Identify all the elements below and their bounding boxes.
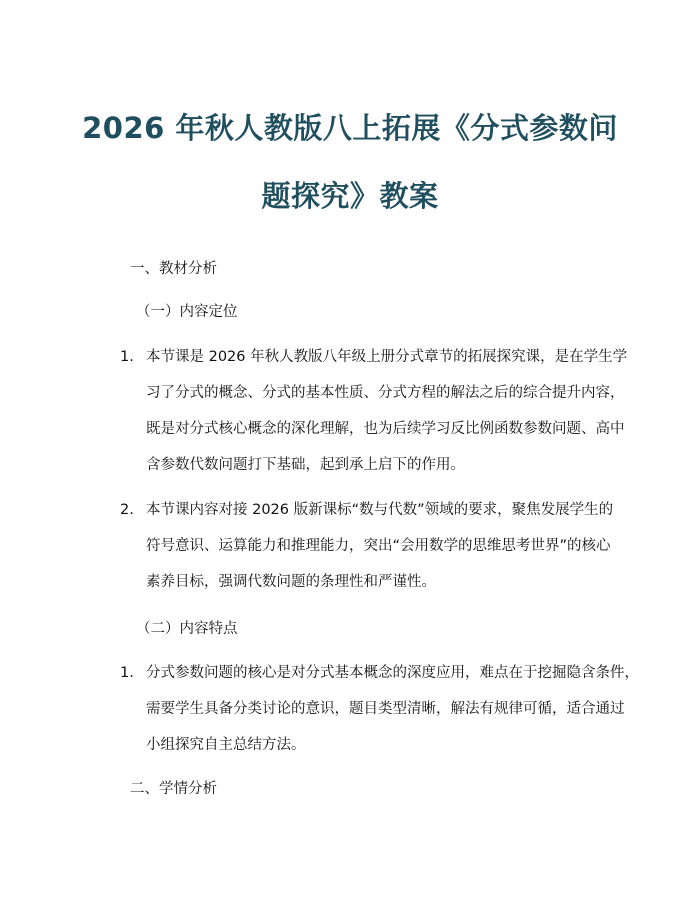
list-item-line: 素养目标，强调代数问题的条理性和严谨性。 [146, 574, 436, 590]
list-item-line: 本节课是 2026 年秋人教版八年级上册分式章节的拓展探究课，是在学生学 [146, 349, 628, 365]
list-item-number: 1. [120, 349, 134, 365]
list-item-number: 2. [120, 502, 134, 518]
section-heading-textbook-analysis: 一、教材分析 [130, 261, 217, 277]
list-item-line: 习了分式的概念、分式的基本性质、分式方程的解法之后的综合提升内容， [146, 385, 625, 401]
document-title-line-2: 题探究》教案 [261, 179, 439, 213]
list-item-line: 既是对分式核心概念的深化理解，也为后续学习反比例函数参数问题、高中 [146, 421, 625, 437]
list-item-line: 含参数代数问题打下基础，起到承上启下的作用。 [146, 457, 465, 473]
list-item-line: 本节课内容对接 2026 版新课标“数与代数”领域的要求，聚焦发展学生的 [146, 502, 614, 518]
section-heading-learner-analysis: 二、学情分析 [130, 781, 217, 797]
subsection-heading-content-features: （二）内容特点 [136, 621, 238, 637]
document-title-line-1: 2026 年秋人教版八上拓展《分式参数问 [82, 111, 618, 145]
subsection-heading-content-positioning: （一）内容定位 [136, 304, 238, 320]
list-item-line: 符号意识、运算能力和推理能力，突出“会用数学的思维思考世界”的核心 [146, 538, 611, 554]
list-item-line: 需要学生具备分类讨论的意识，题目类型清晰，解法有规律可循，适合通过 [146, 701, 625, 717]
list-item-line: 小组探究自主总结方法。 [146, 737, 306, 753]
list-item-line: 分式参数问题的核心是对分式基本概念的深度应用，难点在于挖掘隐含条件， [146, 665, 639, 681]
list-item-number: 1. [120, 665, 134, 681]
